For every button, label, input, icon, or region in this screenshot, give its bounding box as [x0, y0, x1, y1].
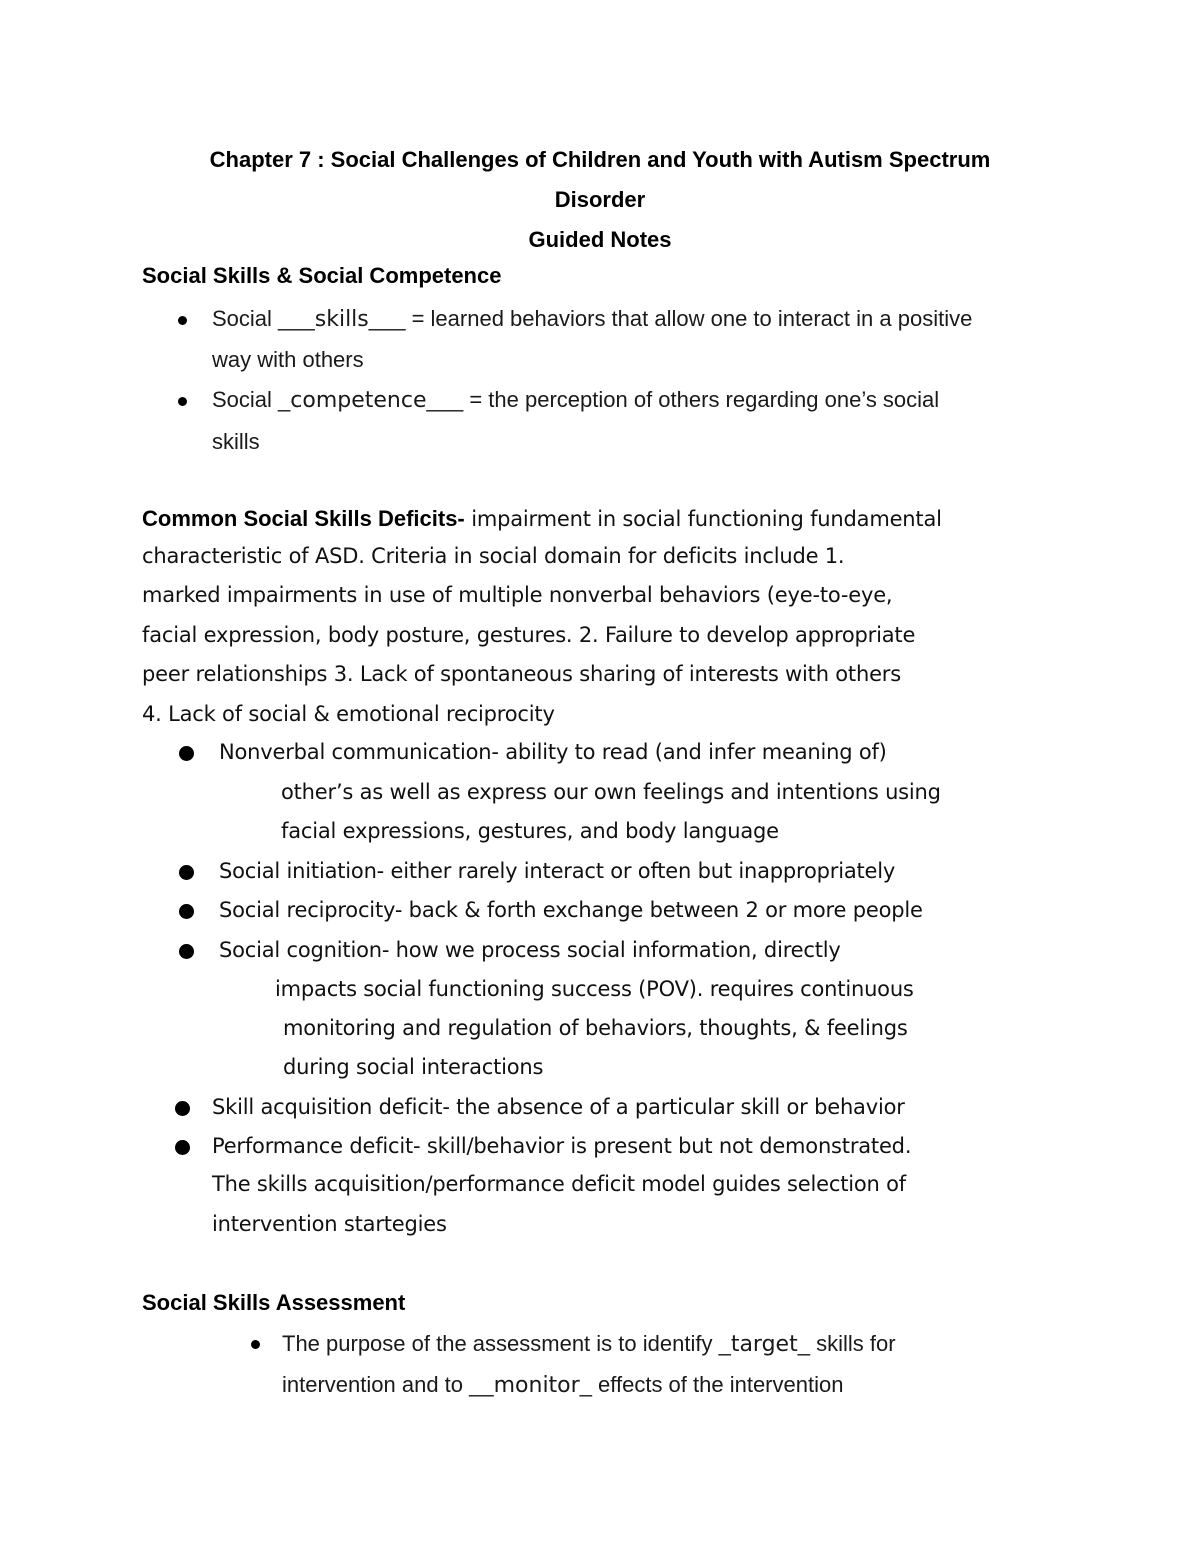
bullet-icon — [175, 1101, 190, 1116]
bullet-social-competence: Social _competence___ = the perception of others regarding one’s social — [212, 387, 940, 413]
bullet-social-reciprocity: Social reciprocity- back & forth exchange between 2 or more people — [219, 898, 923, 922]
section-heading-assessment: Social Skills Assessment — [142, 1290, 406, 1315]
deficits-paragraph-line-4: facial expression, body posture, gestures. 2. Failure to develop appropriate — [142, 623, 916, 647]
document-title — [100, 140, 1100, 260]
fill-in-answer: target — [730, 1332, 798, 1357]
section-heading-social-skills: Social Skills & Social Competence — [142, 263, 502, 288]
bullet-assessment-purpose: The purpose of the assessment is to identify _target_ skills for — [282, 1331, 896, 1357]
bullet-icon — [178, 397, 187, 406]
bullet-icon — [179, 944, 194, 959]
bullet-social-cognition-cont-2: monitoring and regulation of behaviors, thoughts, & feelings — [283, 1016, 908, 1040]
bullet-social-skills: Social ___skills___ = learned behaviors that allow one to interact in a positive — [212, 306, 973, 332]
deficits-paragraph-line-6: 4. Lack of social & emotional reciprocity — [142, 702, 555, 726]
bullet-social-cognition-cont-1: impacts social functioning success (POV). requires continuous — [275, 977, 914, 1001]
bullet-social-initiation: Social initiation- either rarely interact or often but inappropriately — [219, 859, 896, 883]
bullet-skill-acquisition: Skill acquisition deficit- the absence of a particular skill or behavior — [212, 1095, 905, 1119]
bullet-nonverbal-cont-1: other’s as well as express our own feelings and intentions using — [281, 780, 941, 804]
bullet-icon — [251, 1340, 260, 1349]
bullet-social-skills-cont: way with others — [212, 347, 364, 372]
deficits-paragraph-line-3: marked impairments in use of multiple nonverbal behaviors (eye-to-eye, — [142, 583, 893, 607]
deficits-paragraph-line-1: Common Social Skills Deficits- impairment in social functioning fundamental — [142, 506, 942, 531]
bullet-nonverbal: Nonverbal communication- ability to read (and infer meaning of) — [219, 740, 887, 764]
title-line-3: Guided Notes — [528, 227, 672, 252]
bullet-icon — [178, 316, 187, 325]
bullet-social-cognition-cont-3: during social interactions — [283, 1055, 544, 1079]
bullet-performance-deficit: Performance deficit- skill/behavior is present but not demonstrated. — [212, 1134, 912, 1158]
section-heading-deficits: Common Social Skills Deficits- — [142, 506, 465, 531]
bullet-assessment-purpose-cont: intervention and to __monitor_ effects of the intervention — [282, 1372, 844, 1398]
deficits-paragraph-line-2: characteristic of ASD. Criteria in social domain for deficits include 1. — [142, 544, 845, 568]
deficits-paragraph-line-5: peer relationships 3. Lack of spontaneous sharing of interests with others — [142, 662, 901, 686]
fill-in-answer: competence — [290, 388, 427, 413]
title-line-1: Chapter 7 : Social Challenges of Children and Youth with Autism Spectrum — [209, 147, 991, 172]
fill-in-answer: skills — [314, 307, 369, 332]
bullet-nonverbal-cont-2: facial expressions, gestures, and body language — [281, 819, 779, 843]
bullet-icon — [179, 904, 194, 919]
bullet-icon — [179, 746, 194, 761]
bullet-performance-deficit-cont-2: intervention startegies — [212, 1212, 447, 1236]
bullet-social-competence-cont: skills — [212, 429, 260, 454]
bullet-icon — [175, 1140, 190, 1155]
bullet-social-cognition: Social cognition- how we process social information, directly — [219, 938, 841, 962]
bullet-icon — [179, 865, 194, 880]
fill-in-answer: monitor — [493, 1373, 580, 1398]
bullet-performance-deficit-cont-1: The skills acquisition/performance deficit model guides selection of — [212, 1172, 906, 1196]
title-line-2: Disorder — [554, 187, 646, 212]
